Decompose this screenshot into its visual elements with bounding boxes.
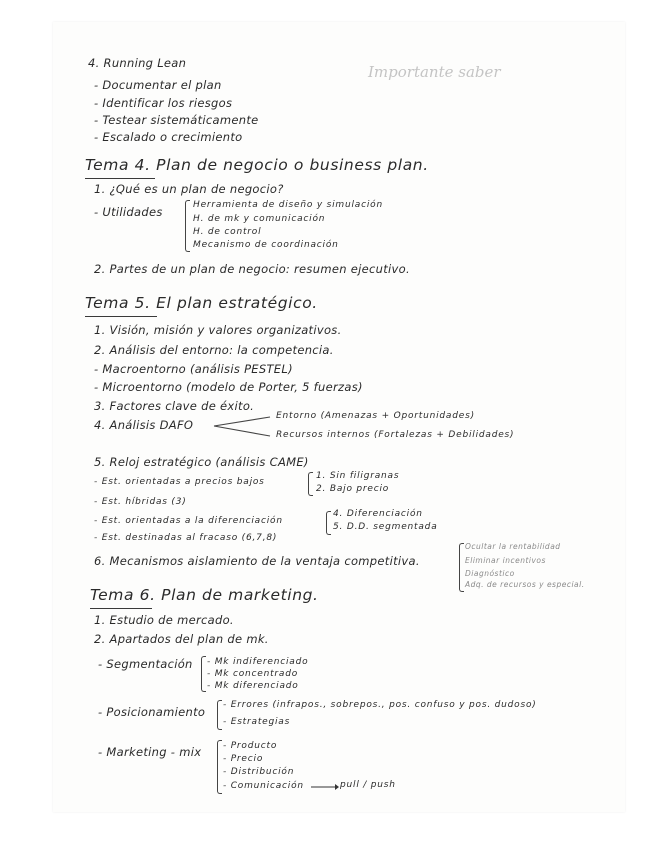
ventaja-sub: Adq. de recursos y especial. bbox=[465, 580, 585, 589]
running-lean-item: - Identificar los riesgos bbox=[94, 96, 233, 110]
estrategia-precios: - Est. orientadas a precios bajos bbox=[94, 477, 265, 487]
estrategia-hibridas: - Est. híbridas (3) bbox=[94, 497, 187, 507]
precios-sub: 1. Sin filigranas bbox=[316, 471, 400, 481]
diferenciacion-sub: 5. D.D. segmentada bbox=[333, 522, 438, 532]
brace-diferenciacion bbox=[326, 511, 331, 535]
tema5-item: 6. Mecanismos aislamiento de la ventaja competitiva. bbox=[94, 554, 420, 568]
posicionamiento-sub: - Errores (infrapos., sobrepos., pos. confuso y pos. dudoso) bbox=[223, 700, 537, 710]
brace-ventaja bbox=[459, 543, 464, 592]
dafo-entorno: Entorno (Amenazas + Oportunidades) bbox=[276, 411, 475, 421]
diferenciacion-sub: 4. Diferenciación bbox=[333, 509, 423, 519]
tema5-item: 5. Reloj estratégico (análisis CAME) bbox=[94, 455, 309, 469]
tema4-underline bbox=[85, 178, 155, 179]
tema5-heading: Tema 5. El plan estratégico. bbox=[85, 294, 318, 312]
running-lean-title: 4. Running Lean bbox=[88, 56, 187, 70]
brace-segmentacion bbox=[201, 656, 206, 692]
mix-arrow-text: pull / push bbox=[340, 780, 396, 790]
utilidades-label: - Utilidades bbox=[94, 205, 163, 219]
mix-sub: - Comunicación bbox=[223, 781, 304, 791]
tema5-item: 3. Factores clave de éxito. bbox=[94, 399, 255, 413]
mix-sub: - Producto bbox=[223, 741, 278, 751]
dafo-recursos: Recursos internos (Fortalezas + Debilidades) bbox=[276, 430, 515, 440]
dafo-arrows bbox=[214, 414, 274, 440]
posicionamiento-label: - Posicionamiento bbox=[98, 705, 206, 719]
tema6-item: 2. Apartados del plan de mk. bbox=[94, 632, 269, 646]
posicionamiento-sub: - Estrategias bbox=[223, 717, 291, 727]
ventaja-sub: Ocultar la rentabilidad bbox=[465, 542, 561, 551]
mix-sub: - Distribución bbox=[223, 767, 295, 777]
tema5-item: - Microentorno (modelo de Porter, 5 fuerzas) bbox=[94, 380, 363, 394]
estrategia-diferenciacion: - Est. orientadas a la diferenciación bbox=[94, 516, 283, 526]
marketing-mix-label: - Marketing - mix bbox=[98, 745, 202, 759]
tema4-question: 1. ¿Qué es un plan de negocio? bbox=[94, 182, 284, 196]
brace-marketing-mix bbox=[217, 740, 222, 794]
segmentacion-label: - Segmentación bbox=[98, 657, 193, 671]
mix-sub: - Precio bbox=[223, 754, 264, 764]
ventaja-sub: Eliminar incentivos bbox=[465, 556, 546, 565]
tema5-underline bbox=[85, 316, 157, 317]
segmentacion-sub: - Mk diferenciado bbox=[207, 681, 299, 691]
tema5-item: 2. Análisis del entorno: la competencia. bbox=[94, 343, 334, 357]
tema6-heading: Tema 6. Plan de marketing. bbox=[90, 586, 319, 604]
estrategia-fracaso: - Est. destinadas al fracaso (6,7,8) bbox=[94, 533, 278, 543]
ventaja-sub: Diagnóstico bbox=[465, 569, 515, 578]
precios-sub: 2. Bajo precio bbox=[316, 484, 390, 494]
tema4-partes: 2. Partes de un plan de negocio: resumen ejecutivo. bbox=[94, 262, 410, 276]
dafo-label: 4. Análisis DAFO bbox=[94, 418, 194, 432]
tema6-item: 1. Estudio de mercado. bbox=[94, 613, 234, 627]
running-lean-item: - Documentar el plan bbox=[94, 78, 222, 92]
tema6-underline bbox=[90, 608, 152, 609]
arrow-right-icon bbox=[311, 782, 339, 792]
running-lean-item: - Testear sistemáticamente bbox=[94, 113, 259, 127]
tema4-heading: Tema 4. Plan de negocio o business plan. bbox=[85, 156, 429, 174]
utilidad-item: H. de control bbox=[193, 227, 262, 237]
brace-utilidades bbox=[185, 200, 190, 252]
bleed-through-text: Importante saber bbox=[368, 63, 501, 81]
utilidad-item: Herramienta de diseño y simulación bbox=[193, 200, 383, 210]
tema5-item: - Macroentorno (análisis PESTEL) bbox=[94, 362, 293, 376]
segmentacion-sub: - Mk concentrado bbox=[207, 669, 299, 679]
segmentacion-sub: - Mk indiferenciado bbox=[207, 657, 309, 667]
tema5-item: 1. Visión, misión y valores organizativos. bbox=[94, 323, 342, 337]
utilidad-item: H. de mk y comunicación bbox=[193, 214, 326, 224]
utilidad-item: Mecanismo de coordinación bbox=[193, 240, 339, 250]
brace-posicionamiento bbox=[217, 700, 222, 730]
running-lean-item: - Escalado o crecimiento bbox=[94, 130, 243, 144]
brace-precios bbox=[308, 472, 313, 496]
